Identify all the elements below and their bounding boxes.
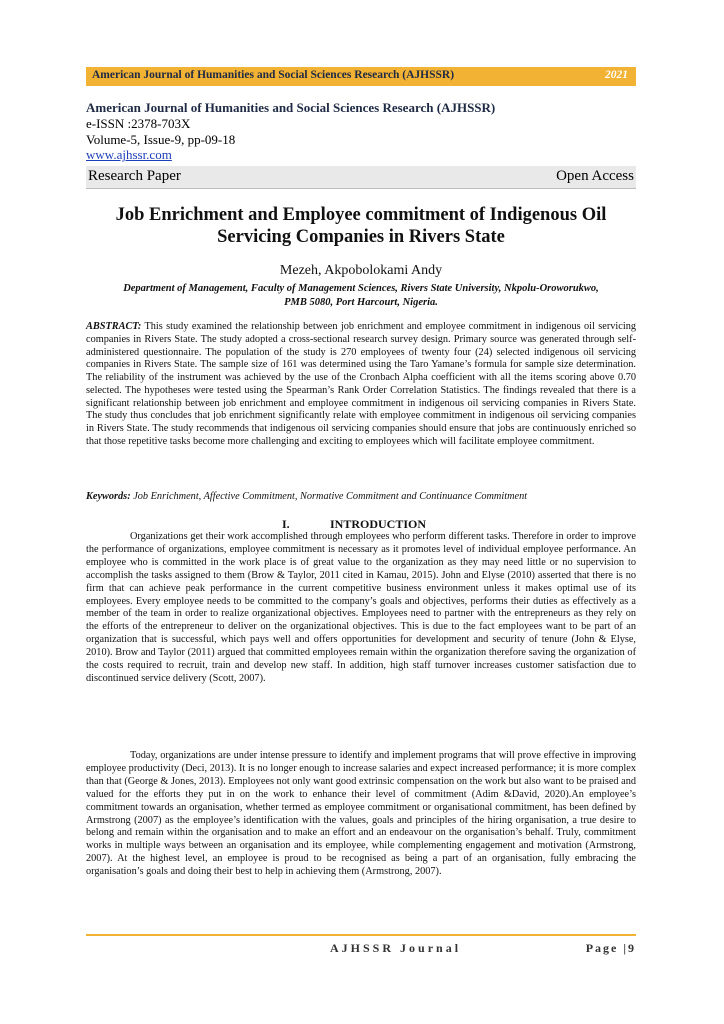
journal-website-link[interactable]: www.ajhssr.com — [86, 147, 172, 163]
paper-type-bar — [86, 166, 636, 189]
running-header-journal: American Journal of Humanities and Social Sciences Research (AJHSSR) — [92, 69, 455, 81]
affiliation-line-2: PMB 5080, Port Harcourt, Nigeria. — [284, 296, 438, 308]
abstract-label: ABSTRACT: — [86, 321, 142, 332]
footer-journal: AJHSSR Journal — [330, 941, 462, 955]
author-name: Mezeh, Akpobolokami Andy — [279, 263, 443, 278]
keywords — [86, 491, 636, 504]
section-title: INTRODUCTION — [330, 517, 427, 531]
running-header-year: 2021 — [605, 69, 628, 81]
footer-rule — [86, 934, 636, 936]
keywords-text: Job Enrichment, Affective Commitment, Normative Commitment and Continuance Commitment — [130, 491, 528, 502]
footer-page-number: Page |9 — [585, 941, 636, 955]
open-access-label: Open Access — [556, 168, 634, 184]
author-affiliation — [86, 282, 636, 309]
keywords-label: Keywords: — [86, 491, 131, 502]
volume-issue: Volume-5, Issue-9, pp-09-18 — [86, 131, 236, 147]
issn: e-ISSN :2378-703X — [86, 115, 191, 131]
section-number: I. — [282, 517, 290, 531]
body-paragraph-1: Organizations get their work accomplished through employees who perform different tasks. Therefore in order to improve the performance of organizations, employee commitment is necessary as it promotes level of individual employee performance. An employee who is committed in the work place is of great value to the organization as they may need little or no supervision to accomplish the tasks assigned to them (Brow & Taylor, 2011 cited in Kamau, 2015). John and Elyse (2010) asserted that there is no firm that can achieve peak performance in the current competitive business environment unless it makes optimal use of its employees. Every employee needs to be committed to the company’s goals and objectives, performs their duties as effectively as a member of the team in order to realize organizational objectives. Employees need to partner with the entrepreneurs as they rely on the efforts of the entrepreneur to deliver on the organizational objectives. This is due to the fact employees want to be part of an organization that is successful, which pays well and offers opportunities for development and security of tenure (John & Elyse, 2010). Brow and Taylor (2011) argued that committed employees remain within the organization therefore saving the organization of the costs required to recruit, train and develop new staff. In addition, high staff turnover increases customer satisfaction due to discontinued service delivery (Scott, 2007). — [86, 531, 636, 684]
paper-type: Research Paper — [88, 168, 181, 184]
affiliation-line-1: Department of Management, Faculty of Management Sciences, Rivers State University, Nkpolu-Oroworukwo, — [123, 283, 599, 294]
abstract-text: This study examined the relationship between job enrichment and employee commitment in indigenous oil servicing companies in Rivers State. The study adopted a cross-sectional research survey design. Primary source was generated through self- administered questionnaire. The population of the study is 270 employees of twenty four (24) selected indigenous oil servicing companies in Rivers State. The sample size of 161 was determined using the Taro Yamane’s formula for sample size determination. The reliability of the instrument was achieved by the use of the Cronbach Alpha coefficient with all the items scoring above 0.70 selected. The hypotheses were tested using the Spearman’s Rank Order Correlation Statistics. The findings revealed that there is a significant relationship between job enrichment and employee commitment in indigenous oil servicing companies in Rivers State. The study thus concludes that job enrichment significantly relate with employee commitment in indigenous oil servicing companies in Rivers State. The study recommends that indigenous oil servicing companies should ensure that jobs are continuously enriched so that those repetitive tasks become more challenging and exciting to employees which will facilitate employee commitment. — [86, 321, 636, 447]
running-header — [86, 67, 636, 86]
article-title-line-2: Servicing Companies in Rivers State — [217, 227, 505, 247]
article-title-line-1: Job Enrichment and Employee commitment of Indigenous Oil — [115, 205, 607, 225]
abstract — [86, 321, 636, 449]
article-title — [86, 204, 636, 248]
journal-name: American Journal of Humanities and Social Sciences Research (AJHSSR) — [86, 100, 496, 115]
journal-meta — [86, 100, 636, 163]
body-paragraph-2: Today, organizations are under intense pressure to identify and implement programs that will prove effective in improving employee productivity (Deci, 2013). It is no longer enough to increase salaries and expect increased performance; it is more complex than that (George & Jones, 2013). Employees not only want good extrinsic compensation on the work but also want to be praised and valued for the efforts they put in on the work to enhance their level of commitment (Adim &David, 2020).An employee’s commitment towards an organisation, whether termed as employee commitment or organisational commitment, has been defined by Armstrong (2007) as the employee’s identification with the values, goals and principles of the hiring organisation, a true desire to belong and remain within the organisation and to make an effort and an endeavour on the organisation’s behalf. Truly, commitment works in multiple ways between an organisation and its employee, while complementing engagement and motivation (Armstrong, 2007). At the highest level, an employee is proud to be recognised as being a part of an organisation, fully embracing the organisation’s goals and doing their best to help in achieving them (Armstrong, 2007). — [86, 750, 637, 878]
